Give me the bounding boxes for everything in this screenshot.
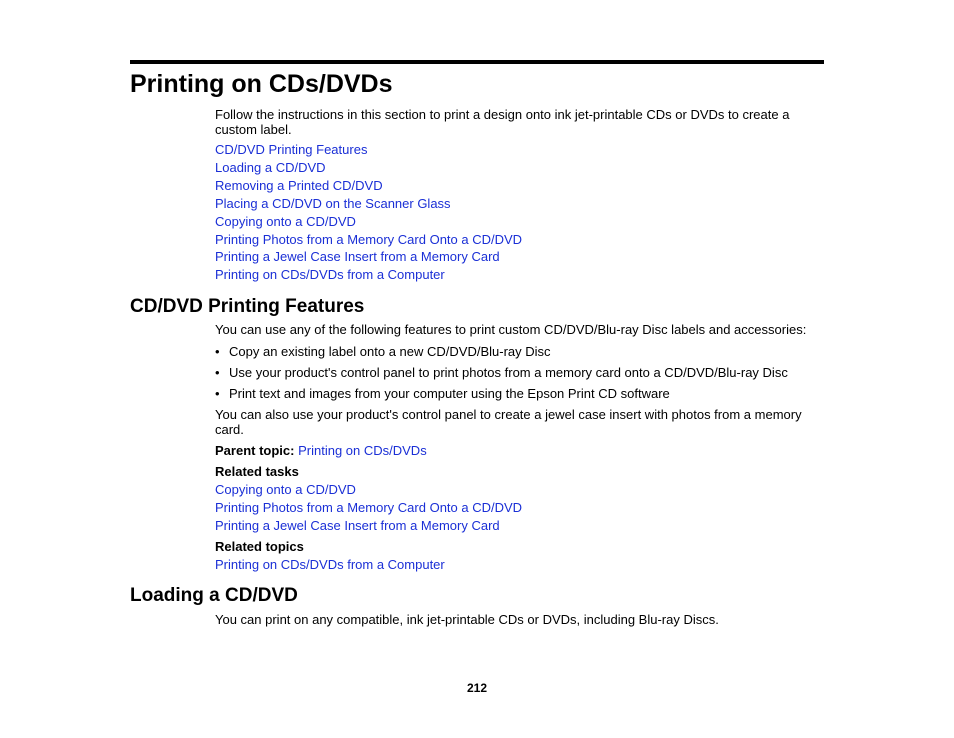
toc-link-jewel-case[interactable]: Printing a Jewel Case Insert from a Memory Card (215, 249, 500, 264)
page-title: Printing on CDs/DVDs (130, 70, 393, 98)
related-topics-label: Related topics (215, 539, 304, 554)
features-heading: CD/DVD Printing Features (130, 296, 365, 317)
related-task-link-photos[interactable]: Printing Photos from a Memory Card Onto a CD/DVD (215, 500, 523, 515)
toc-link-removing[interactable]: Removing a Printed CD/DVD (215, 178, 383, 193)
parent-topic (215, 443, 427, 458)
toc-link-from-computer[interactable]: Printing on CDs/DVDs from a Computer (215, 267, 445, 282)
bullet-marker: • (215, 344, 220, 359)
features-bullet (215, 365, 788, 380)
top-divider (130, 60, 824, 64)
parent-topic-label: Parent topic: (215, 443, 295, 458)
toc-link-copying[interactable]: Copying onto a CD/DVD (215, 214, 356, 229)
loading-heading: Loading a CD/DVD (130, 585, 298, 606)
features-bullet (215, 344, 551, 359)
features-bullet (215, 386, 670, 401)
loading-intro: You can print on any compatible, ink jet-printable CDs or DVDs, including Blu-ray Discs. (215, 612, 719, 627)
related-tasks-label: Related tasks (215, 464, 299, 479)
related-task-link-copying[interactable]: Copying onto a CD/DVD (215, 482, 356, 497)
related-task-link-jewel-case[interactable]: Printing a Jewel Case Insert from a Memory Card (215, 518, 500, 533)
features-bullet-text: Copy an existing label onto a new CD/DVD/Blu-ray Disc (229, 344, 551, 359)
parent-topic-link[interactable]: Printing on CDs/DVDs (298, 443, 427, 458)
toc-link-photos-memory-card[interactable]: Printing Photos from a Memory Card Onto a CD/DVD (215, 232, 523, 247)
toc-link-printing-features[interactable]: CD/DVD Printing Features (215, 142, 368, 157)
bullet-marker: • (215, 386, 220, 401)
features-intro: You can use any of the following features to print custom CD/DVD/Blu-ray Disc labels and accessories: (215, 322, 807, 337)
related-topic-link-from-computer[interactable]: Printing on CDs/DVDs from a Computer (215, 557, 445, 572)
features-bullet-text: Print text and images from your computer using the Epson Print CD software (229, 386, 670, 401)
features-bullet-text: Use your product's control panel to print photos from a memory card onto a CD/DVD/Blu-ray Disc (229, 365, 788, 380)
features-note: You can also use your product's control panel to create a jewel case insert with photos from a memory card. (215, 407, 802, 437)
page-number: 212 (466, 681, 488, 695)
toc-link-placing-scanner[interactable]: Placing a CD/DVD on the Scanner Glass (215, 196, 451, 211)
section-intro: Follow the instructions in this section to print a design onto ink jet-printable CDs or DVDs to create a custom label. (215, 107, 790, 137)
bullet-marker: • (215, 365, 220, 380)
toc-link-loading[interactable]: Loading a CD/DVD (215, 160, 326, 175)
